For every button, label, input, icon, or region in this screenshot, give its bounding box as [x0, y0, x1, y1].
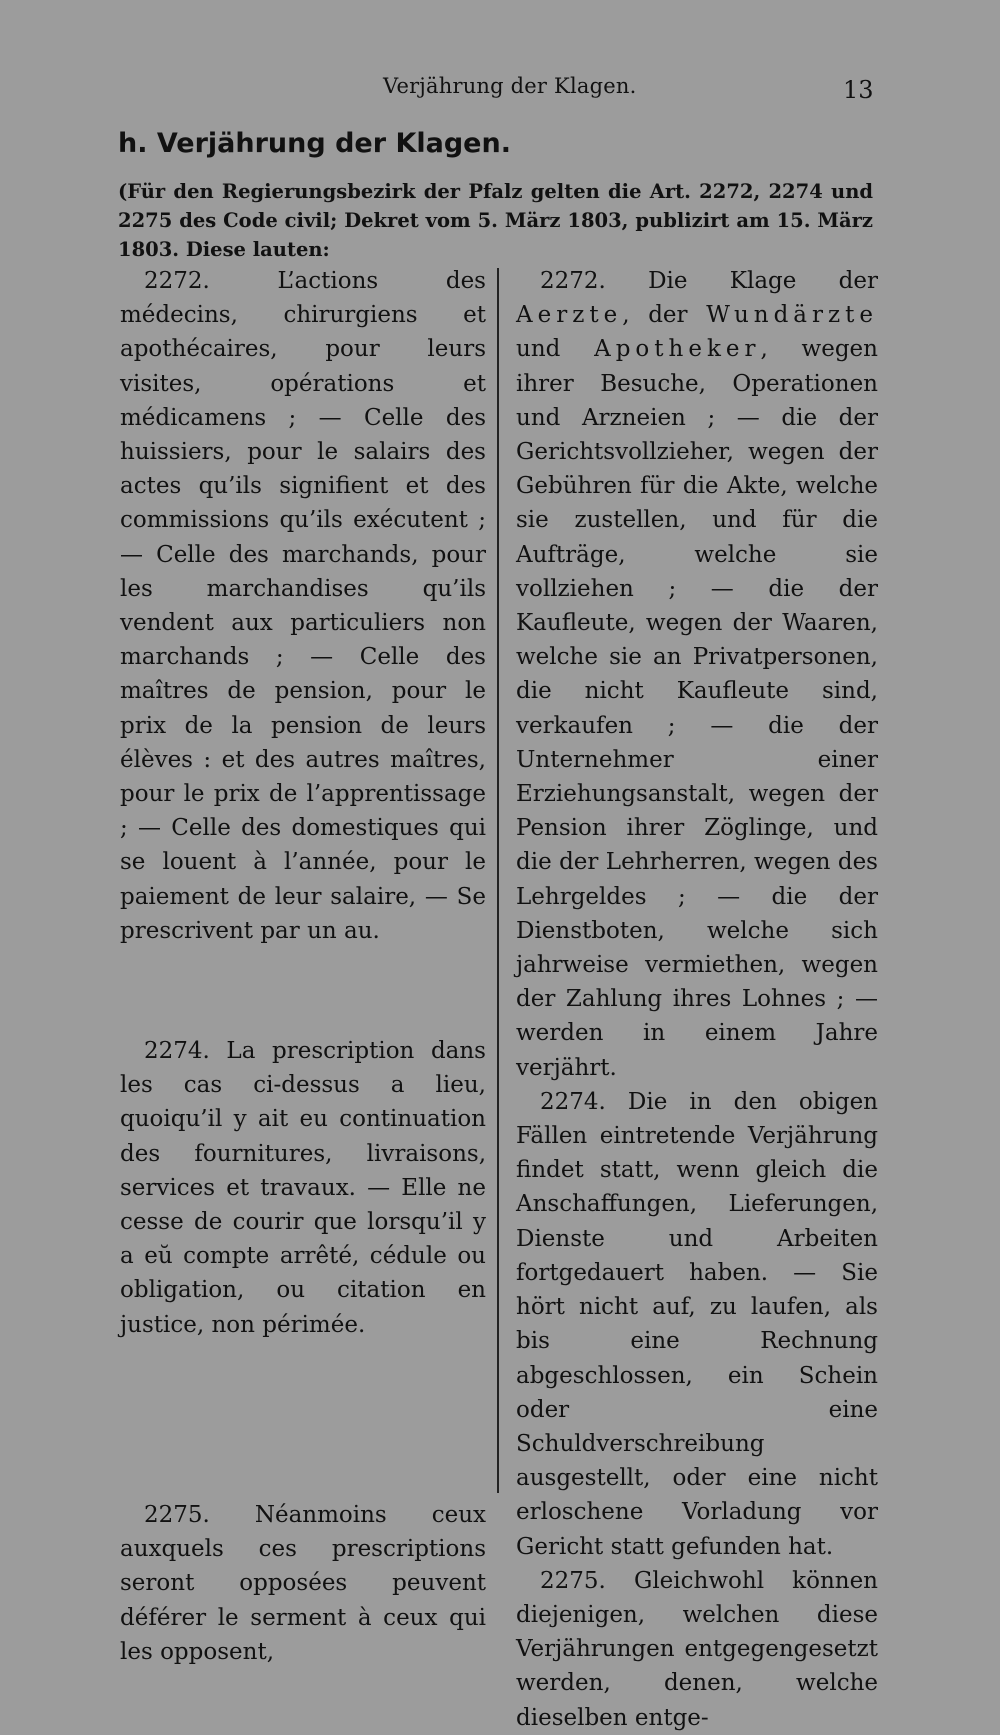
section-heading: h. Verjährung der Klagen.	[118, 128, 511, 159]
french-column	[120, 264, 486, 1669]
german-spaced-word: Wundärzte	[706, 302, 878, 329]
german-spaced-word: Aerzte	[516, 302, 623, 329]
french-article-2272: 2272. L’actions des médecins, chirurgiens et apothécaires, pour leurs visites, opérations et médicamens ; — Celle des huissiers, pour le salairs des actes qu’ils signifient et des commissions qu’ils exécutent ; — Celle des marchands, pour les marchandises qu’ils vendent aux particuliers non marchands ; — Celle des maîtres de pension, pour le prix de la pension de leurs élèves : et des autres maîtres, pour le prix de l’apprentissage ; — Celle des domestiques qui se louent à l’année, pour le paiement de leur salaire, — Se prescrivent par un au.	[120, 268, 486, 944]
spacer	[120, 1342, 486, 1498]
german-column	[516, 264, 878, 1735]
intro-note: (Für den Regierungsbezirk der Pfalz gelten die Art. 2272, 2274 und 2275 des Code civil; Dekret vom 5. März 1803, publizirt am 15. März 1803. Diese lauten:	[118, 180, 873, 261]
german-text: und	[516, 336, 595, 363]
column-divider	[497, 268, 499, 1493]
german-article-2274: 2274. Die in den obigen Fällen eintretende Verjährung findet statt, wenn gleich die Anschaffungen, Lieferungen, Dienste und Arbeiten fortgedauert haben. — Sie hört nicht auf, zu laufen, als bis eine Rechnung abgeschlossen, ein Schein oder eine Schuldverschreibung ausgestellt, oder eine nicht erloschene Vorladung vor Gericht statt gefunden hat.	[516, 1088, 878, 1560]
german-article-2272	[516, 264, 878, 1085]
german-text: 2272. Die Klage der	[540, 268, 878, 294]
german-text: , der	[622, 302, 707, 329]
page-number: 13	[843, 76, 874, 104]
french-article-2275: 2275. Néanmoins ceux auxquels ces prescriptions seront opposées peuvent déférer le serment à ceux qui les opposent,	[120, 1501, 486, 1665]
spacer	[120, 948, 486, 1034]
german-text: , wegen ihrer Besuche, Operationen und Arzneien ; — die der Gerichtsvollzieher, wegen der Gebühren für die Akte, welche sie zustellen, und für die Aufträge, welche sie vollziehen ; — die der Kaufleute, wegen der Waaren, welche sie an Privatpersonen, die nicht Kaufleute sind, verkaufen ; — die der Unternehmer einer Erziehungsanstalt, wegen der Pension ihrer Zöglinge, und die der Lehrherren, wegen des Lehrgeldes ; — die der Dienstboten, welche sich jahrweise vermiethen, wegen der Zahlung ihres Lohnes ; — werden in einem Jahre verjährt.	[516, 336, 878, 1081]
french-article-2274: 2274. La prescription dans les cas ci-dessus a lieu, quoiqu’il y ait eu continuation des fournitures, livraisons, services et travaux. — Elle ne cesse de courir que lorsqu’il y a eŭ compte arrêté, cédule ou obligation, ou citation en justice, non périmée.	[120, 1038, 486, 1338]
german-spaced-word: Apotheker	[594, 336, 761, 363]
running-head: Verjährung der Klagen.	[383, 74, 637, 98]
german-article-2275: 2275. Gleichwohl können diejenigen, welchen diese Verjährungen entgegengesetzt werden, denen, welche dieselben entge-	[516, 1567, 878, 1731]
